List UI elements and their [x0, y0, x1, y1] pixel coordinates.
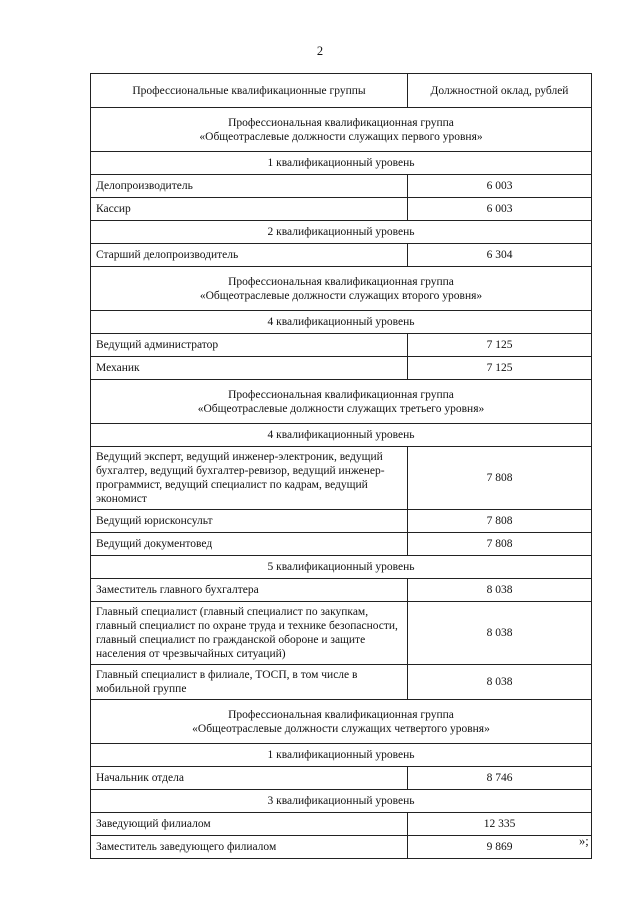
level-row — [91, 311, 592, 334]
table-row — [91, 447, 592, 510]
table-row — [91, 602, 592, 665]
level-title: 4 квалификационный уровень — [91, 424, 592, 447]
level-row — [91, 744, 592, 767]
salary-value: 8 038 — [408, 665, 592, 700]
position-name: Начальник отдела — [91, 767, 408, 790]
level-title: 1 квалификационный уровень — [91, 152, 592, 175]
table-row — [91, 510, 592, 533]
group-title-line1: Профессиональная квалификационная группа — [228, 708, 454, 721]
salary-value: 6 003 — [408, 198, 592, 221]
salary-value: 7 808 — [408, 447, 592, 510]
table-row — [91, 665, 592, 700]
position-name: Кассир — [91, 198, 408, 221]
group-title-line1: Профессиональная квалификационная группа — [228, 116, 454, 129]
table-row — [91, 533, 592, 556]
position-name: Механик — [91, 357, 408, 380]
position-name: Ведущий администратор — [91, 334, 408, 357]
group-title — [91, 267, 592, 311]
position-name: Главный специалист в филиале, ТОСП, в том числе в мобильной группе — [91, 665, 408, 700]
level-title: 5 квалификационный уровень — [91, 556, 592, 579]
group-title-line2: «Общеотраслевые должности служащих третьего уровня» — [197, 402, 485, 415]
salary-value: 7 125 — [408, 357, 592, 380]
level-row — [91, 556, 592, 579]
position-name: Ведущий эксперт, ведущий инженер-электроник, ведущий бухгалтер, ведущий бухгалтер-ревизор, ведущий инженер-программист, ведущий специалист по кадрам, ведущий экономист — [91, 447, 408, 510]
table-row — [91, 767, 592, 790]
salary-value: 6 003 — [408, 175, 592, 198]
header-groups: Профессиональные квалификационные группы — [91, 74, 408, 108]
closing-mark: »; — [579, 834, 589, 848]
position-name: Ведущий документовед — [91, 533, 408, 556]
level-title: 2 квалификационный уровень — [91, 221, 592, 244]
level-row — [91, 221, 592, 244]
position-name: Главный специалист (главный специалист по закупкам, главный специалист по охране труда и технике безопасности, главный специалист по гражданской обороне и защите населения от чрезвычайных ситуаций) — [91, 602, 408, 665]
group-row — [91, 380, 592, 424]
table-header-row — [91, 74, 592, 108]
table-row — [91, 813, 592, 836]
group-title-line2: «Общеотраслевые должности служащих второго уровня» — [199, 289, 483, 302]
salary-value: 12 335 — [408, 813, 592, 836]
salary-value: 7 808 — [408, 533, 592, 556]
table-row — [91, 175, 592, 198]
group-title — [91, 700, 592, 744]
table-row — [91, 334, 592, 357]
table-row — [91, 579, 592, 602]
page-number: 2 — [316, 44, 324, 58]
group-row — [91, 700, 592, 744]
group-title-line1: Профессиональная квалификационная группа — [228, 275, 454, 288]
level-row — [91, 424, 592, 447]
level-title: 3 квалификационный уровень — [91, 790, 592, 813]
salary-table — [90, 73, 592, 859]
group-row — [91, 108, 592, 152]
table-body — [91, 108, 592, 859]
position-name: Делопроизводитель — [91, 175, 408, 198]
salary-value: 7 125 — [408, 334, 592, 357]
table-row — [91, 357, 592, 380]
table-row — [91, 244, 592, 267]
level-title: 1 квалификационный уровень — [91, 744, 592, 767]
position-name: Заместитель заведующего филиалом — [91, 836, 408, 859]
salary-value: 8 038 — [408, 579, 592, 602]
group-title-line2: «Общеотраслевые должности служащих первого уровня» — [199, 130, 483, 143]
group-row — [91, 267, 592, 311]
position-name: Ведущий юрисконсульт — [91, 510, 408, 533]
position-name: Заместитель главного бухгалтера — [91, 579, 408, 602]
table-row — [91, 836, 592, 859]
level-row — [91, 790, 592, 813]
salary-value: 9 869 — [408, 836, 592, 859]
header-salary: Должностной оклад, рублей — [408, 74, 592, 108]
position-name: Заведующий филиалом — [91, 813, 408, 836]
salary-value: 7 808 — [408, 510, 592, 533]
level-title: 4 квалификационный уровень — [91, 311, 592, 334]
salary-value: 8 038 — [408, 602, 592, 665]
position-name: Старший делопроизводитель — [91, 244, 408, 267]
group-title — [91, 380, 592, 424]
group-title-line2: «Общеотраслевые должности служащих четвертого уровня» — [192, 722, 490, 735]
salary-value: 6 304 — [408, 244, 592, 267]
group-title — [91, 108, 592, 152]
group-title-line1: Профессиональная квалификационная группа — [228, 388, 454, 401]
table-row — [91, 198, 592, 221]
salary-value: 8 746 — [408, 767, 592, 790]
level-row — [91, 152, 592, 175]
